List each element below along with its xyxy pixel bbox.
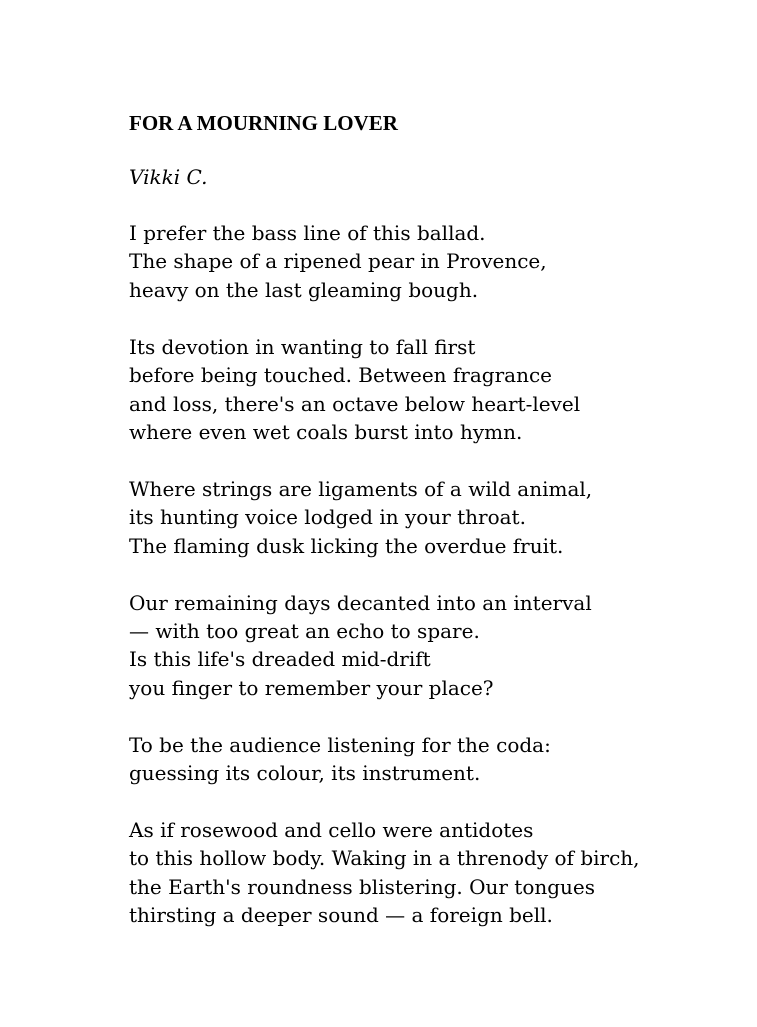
poem-line: Is this life's dreaded mid-drift — [129, 647, 431, 672]
poem-line: guessing its colour, its instrument. — [129, 761, 481, 786]
stanza-5 — [129, 731, 729, 788]
stanza-6 — [129, 816, 729, 930]
poem-line: Our remaining days decanted into an interval — [129, 590, 592, 615]
poem-line: I prefer the bass line of this ballad. — [129, 221, 486, 245]
stanza-4 — [129, 589, 729, 703]
poem-line: to this hollow body. Waking in a threnody of birch, — [129, 846, 640, 871]
stanza-2 — [129, 333, 729, 447]
poem-line: thirsting a deeper sound — a foreign bell. — [129, 903, 553, 928]
poem-line: you finger to remember your place? — [129, 675, 494, 700]
poem-line: To be the audience listening for the coda: — [129, 732, 551, 757]
poem-line: before being touched. Between fragrance — [129, 363, 552, 388]
poem-line: — with too great an echo to spare. — [129, 618, 480, 643]
poem-page — [129, 106, 729, 958]
poem-line: heavy on the last gleaming bough. — [129, 277, 479, 302]
poem-line: The flaming dusk licking the overdue fruit. — [129, 533, 564, 558]
poem-line: and loss, there's an octave below heart-level — [129, 391, 581, 416]
poem-line: As if rosewood and cello were antidotes — [129, 818, 534, 842]
poem-line: its hunting voice lodged in your throat. — [129, 505, 526, 530]
poem-line: Its devotion in wanting to fall first — [129, 334, 476, 359]
poem-line: The shape of a ripened pear in Provence, — [129, 249, 547, 274]
stanza-3 — [129, 475, 729, 560]
poem-author: Vikki C. — [129, 165, 208, 189]
stanza-1 — [129, 219, 729, 304]
poem-line: Where strings are ligaments of a wild animal, — [129, 476, 593, 501]
poem-line: the Earth's roundness blistering. Our tongues — [129, 874, 596, 899]
poem-line: where even wet coals burst into hymn. — [129, 419, 523, 444]
poem-title: FOR A MOURNING LOVER — [129, 111, 398, 135]
